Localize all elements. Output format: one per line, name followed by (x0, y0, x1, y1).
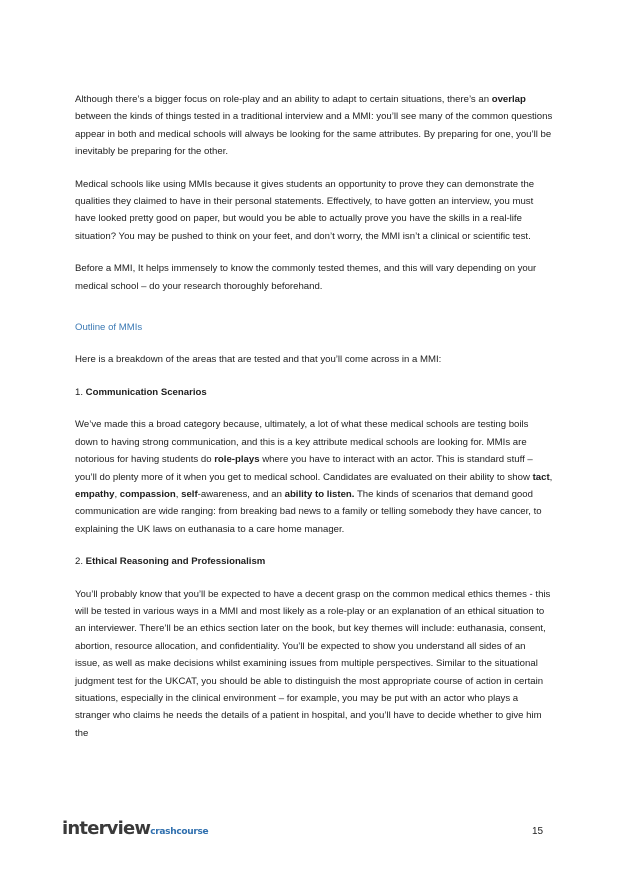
text-run: Before a MMI, It helps immensely to know the commonly tested themes, and this will vary depending on your medical school – do your research thoroughly beforehand. (75, 263, 537, 292)
bold-text: overlap (491, 94, 526, 105)
section-title-communication (75, 384, 553, 401)
section-title-text: Communication Scenarios (85, 386, 207, 398)
text-run: You’ll probably know that you’ll be expected to have a decent grasp on the common medical ethics themes - this will be tested in various ways in a MMI and most likely as a role-play or an explanation of an ethical situation to an interviewer. There’ll be an ethics section later on the book, but key themes will include: euthanasia, consent, abortion, resource allocation, and confidentiality. You’ll be expected to show you understand all sides of an issue, as well as make decisions whilst examining issues from multiple perspectives. Similar to the situational judgment test for the UKCAT, you should be able to distinguish the most appropriate course of action in certain situations, especially in the clinical environment – for example, you may be put with an actor who plays a stranger who claims he needs the details of a patient in hospital, and you’ll have to decide whether to give him the (75, 588, 551, 739)
text-run: Medical schools like using MMIs because it gives students an opportunity to prove they can demonstrate the qualities they claimed to have in their personal statements. Effectively, to have gotten an interview, you must have looked pretty good on paper, but would you be able to actually prove you have the skills in a real-life situation? You may be pushed to think on your feet, and don’t worry, the MMI isn’t a clinical or scientific test. (75, 178, 535, 242)
bold-text: ability to listen. (284, 488, 355, 500)
section-heading-outline: Outline of MMIs (75, 322, 143, 334)
bold-text: empathy (75, 488, 115, 500)
paragraph-intro: Here is a breakdown of the areas that are tested and that you’ll come across in a MMI: (75, 354, 442, 366)
text-run: , (175, 488, 182, 500)
bold-text: role-plays (214, 454, 260, 466)
text-run: , (114, 488, 120, 500)
paragraph-communication (75, 416, 553, 538)
text-run: The kinds of scenarios that demand good communication are wide ranging: from breaking bad news to a family or telling somebody they have cancer, to explaining the UK laws on euthanasia to a care home manager. (75, 488, 542, 535)
logo-sub-text: crashcourse (150, 827, 209, 837)
section-number: 2. (75, 556, 86, 568)
bold-text: self (181, 488, 198, 500)
text-run: between the kinds of things tested in a traditional interview and a MMI: you’ll see many of the common questions appear in both and medical schools will always be looking for the same attributes. By preparing for one, you’ll be inevitably be preparing for the other. (75, 111, 553, 158)
logo-main-text: interview (62, 818, 151, 839)
text-run: where you have to interact with an actor. This is standard stuff – you’ll do plenty more of it when you get to medical school. Candidates are evaluated on their ability to show (75, 454, 533, 483)
page-number: 15 (532, 826, 544, 837)
paragraph-ethics (75, 586, 553, 743)
paragraph-overlap (75, 91, 553, 161)
text-run: , (549, 471, 553, 483)
text-run: We’ve made this a broad category because, ultimately, a lot of what these medical schools are testing boils down to having strong communication, and this is a key attribute medical schools are looking for. MMIs are notorious for having students do (75, 419, 529, 466)
paragraph-before-mmi (75, 260, 553, 295)
text-run: Although there’s a bigger focus on role-play and an ability to adapt to certain situations, there’s an (75, 94, 492, 105)
bold-text: compassion (119, 488, 176, 500)
document-body (75, 91, 553, 757)
section-title-ethics (75, 553, 553, 570)
bold-text: tact (532, 471, 550, 483)
section-number: 1. (75, 386, 86, 398)
brand-logo (62, 818, 208, 842)
paragraph-why-mmis (75, 176, 553, 246)
text-run: -awareness, and an (197, 488, 285, 500)
section-title-text: Ethical Reasoning and Professionalism (85, 556, 266, 568)
